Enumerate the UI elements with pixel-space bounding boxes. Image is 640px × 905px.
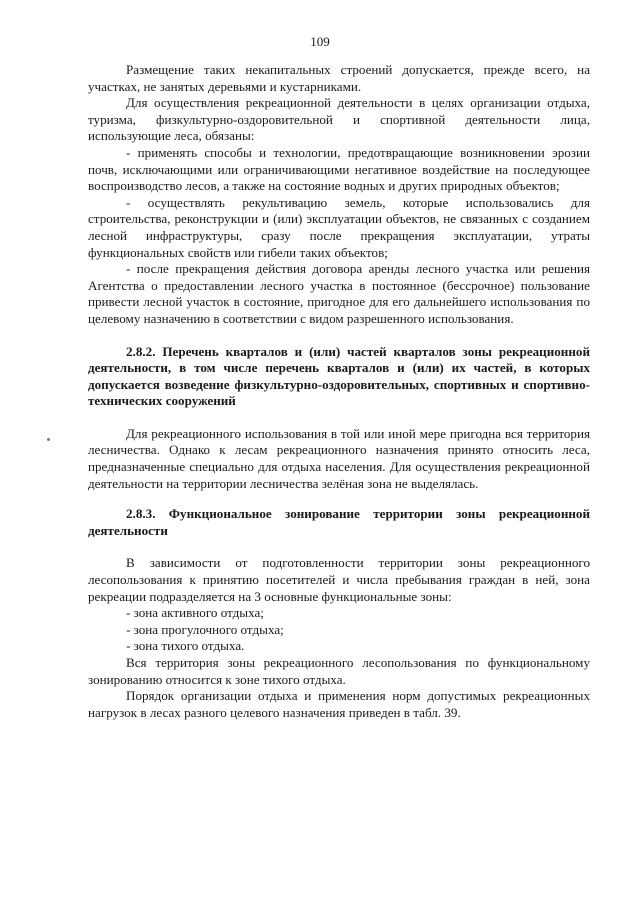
obligation-item-lease-end: - после прекращения действия договора аренды лесного участка или решения Агентства о предоставлении лесного участка в постоянное (бессрочное) пользование привести лесной участок в состояние, пригодное для его дальнейшего использования по целевому назначению в соответствии с видом разрешенного использования.: [88, 261, 590, 326]
scan-speck: [47, 438, 50, 441]
zone-item-quiet: - зона тихого отдыха.: [126, 638, 245, 654]
section-heading-2-8-2: 2.8.2. Перечень кварталов и (или) частей кварталов зоны рекреационной деятельности, в том числе перечень кварталов и (или) их частей, в которых допускается возведение физкультурно-оздоровительных, спортивных и спортивно-технических сооружений: [88, 343, 590, 409]
page-number: 109: [310, 34, 330, 49]
paragraph-recreational-use: Для рекреационного использования в той или иной мере пригодна вся территория лесничества. Однако к лесам рекреационного назначения принято относить леса, предназначенные специально для отдыха населения. Для осуществления рекреационной деятельности на территории лесничества зелёная зона не выделялась.: [88, 425, 590, 491]
paragraph-table-reference: Порядок организации отдыха и применения норм допустимых рекреационных нагрузок в лесах разного целевого назначения приведен в табл. 39.: [88, 688, 590, 720]
zone-item-walking: - зона прогулочного отдыха;: [126, 621, 284, 637]
paragraph-zoning-intro: В зависимости от подготовленности территории зоны рекреационного лесопользования к принятию посетителей и числа пребывания граждан в ней, зона рекреации подразделяется на 3 основные функциональные зоны:: [88, 555, 590, 604]
zone-item-active: - зона активного отдыха;: [126, 605, 264, 621]
obligation-item-recultivation: - осуществлять рекультивацию земель, которые использовались для строительства, реконструкции и (или) эксплуатации объектов, не связанных с созданием лесной инфраструктуры, сразу после прекращения эксплуатации, утраты функциональных свойств или гибели таких объектов;: [88, 194, 590, 260]
obligation-item-erosion: - применять способы и технологии, предотвращающие возникновении эрозии почв, исключающими или ограничивающими негативное воздействие на последующее воспроизводство лесов, а также на состояние водных и других природных объектов;: [88, 144, 590, 194]
paragraph-placement: Размещение таких некапитальных строений допускается, прежде всего, на участках, не занятых деревьями и кустарниками.: [88, 62, 590, 94]
paragraph-zoning-result: Вся территория зоны рекреационного лесопользования по функциональному зонированию относится к зоне тихого отдыха.: [88, 655, 590, 687]
section-heading-2-8-3: 2.8.3. Функциональное зонирование территории зоны рекреационной деятельности: [88, 506, 590, 538]
paragraph-obligations-intro: Для осуществления рекреационной деятельности в целях организации отдыха, туризма, физкультурно-оздоровительной и спортивной деятельности лица, использующие леса, обязаны:: [88, 95, 590, 144]
document-body: [88, 62, 590, 721]
